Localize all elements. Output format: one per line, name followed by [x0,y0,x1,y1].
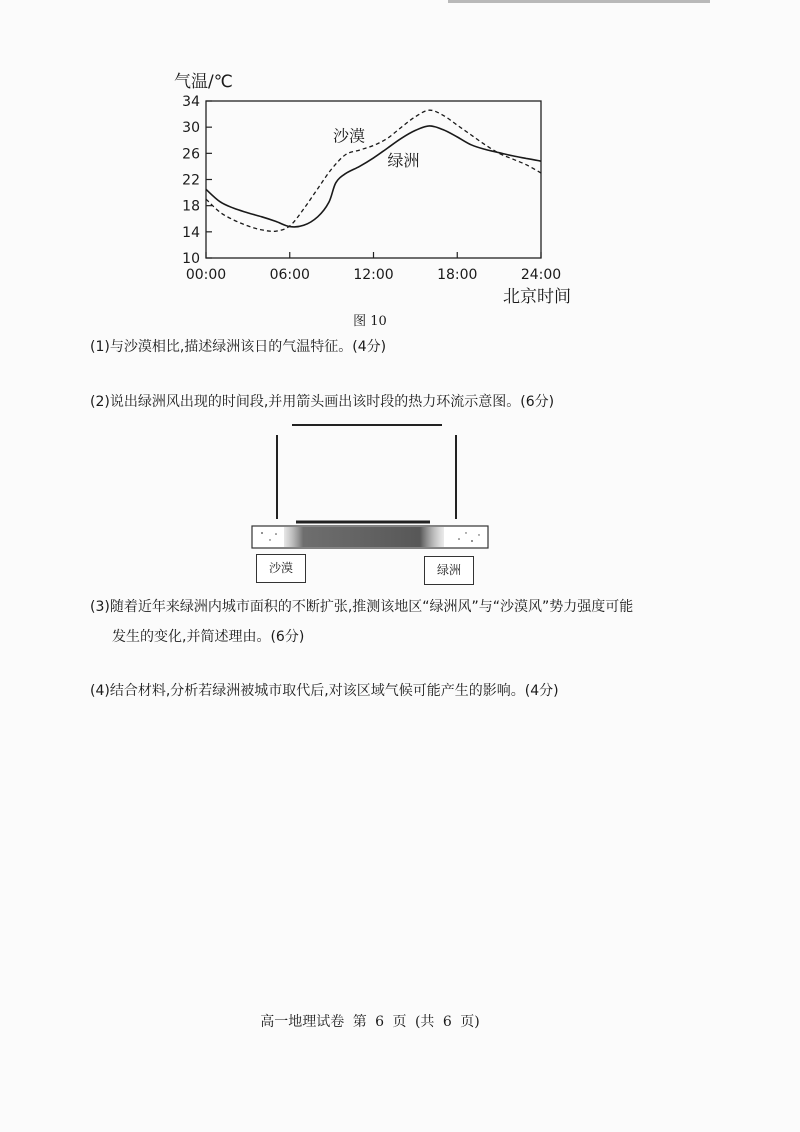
plot-frame [206,101,541,258]
y-axis-label: 气温/℃ [174,72,233,92]
series-annotation: 沙漠 [333,126,366,146]
y-tick-label: 18 [182,198,200,215]
question-3-line-2: 发生的变化,并简述理由。(6分) [112,629,305,645]
question-3 [90,592,730,652]
x-tick-label: 00:00 [185,267,227,283]
y-tick-label: 26 [182,146,200,163]
series-annotation: 绿洲 [387,150,420,170]
series-line-desert [206,110,541,231]
desert-label: 沙漠 [256,554,306,583]
x-tick-label: 06:00 [269,267,310,283]
ground-smudge [284,527,444,547]
oasis-label: 绿洲 [424,556,474,585]
x-tick-label: 24:00 [520,267,562,283]
y-tick-label: 22 [182,172,200,189]
page-footer: 高一地理试卷 第 6 页 (共 6 页) [260,1014,480,1030]
x-tick-label: 18:00 [437,267,478,283]
x-axis-label: 北京时间 [503,287,571,307]
series-line-oasis [206,126,541,227]
question-4: (4)结合材料,分析若绿洲被城市取代后,对该区域气候可能产生的影响。(4分) [90,683,559,699]
y-tick-label: 14 [182,224,200,241]
figure-caption: 图 10 [353,314,387,329]
y-tick-label: 10 [182,251,200,267]
circulation-diagram [0,415,800,615]
temperature-chart [0,0,800,310]
y-tick-label: 30 [182,120,200,137]
y-tick-label: 34 [182,94,200,110]
x-tick-label: 12:00 [353,267,394,283]
question-1: (1)与沙漠相比,描述绿洲该日的气温特征。(4分) [90,339,387,355]
question-3-line-1: (3)随着近年来绿洲内城市面积的不断扩张,推测该地区“绿洲风”与“沙漠风”势力强度可能 [90,599,634,615]
question-2: (2)说出绿洲风出现的时间段,并用箭头画出该时段的热力环流示意图。(6分) [90,394,555,410]
